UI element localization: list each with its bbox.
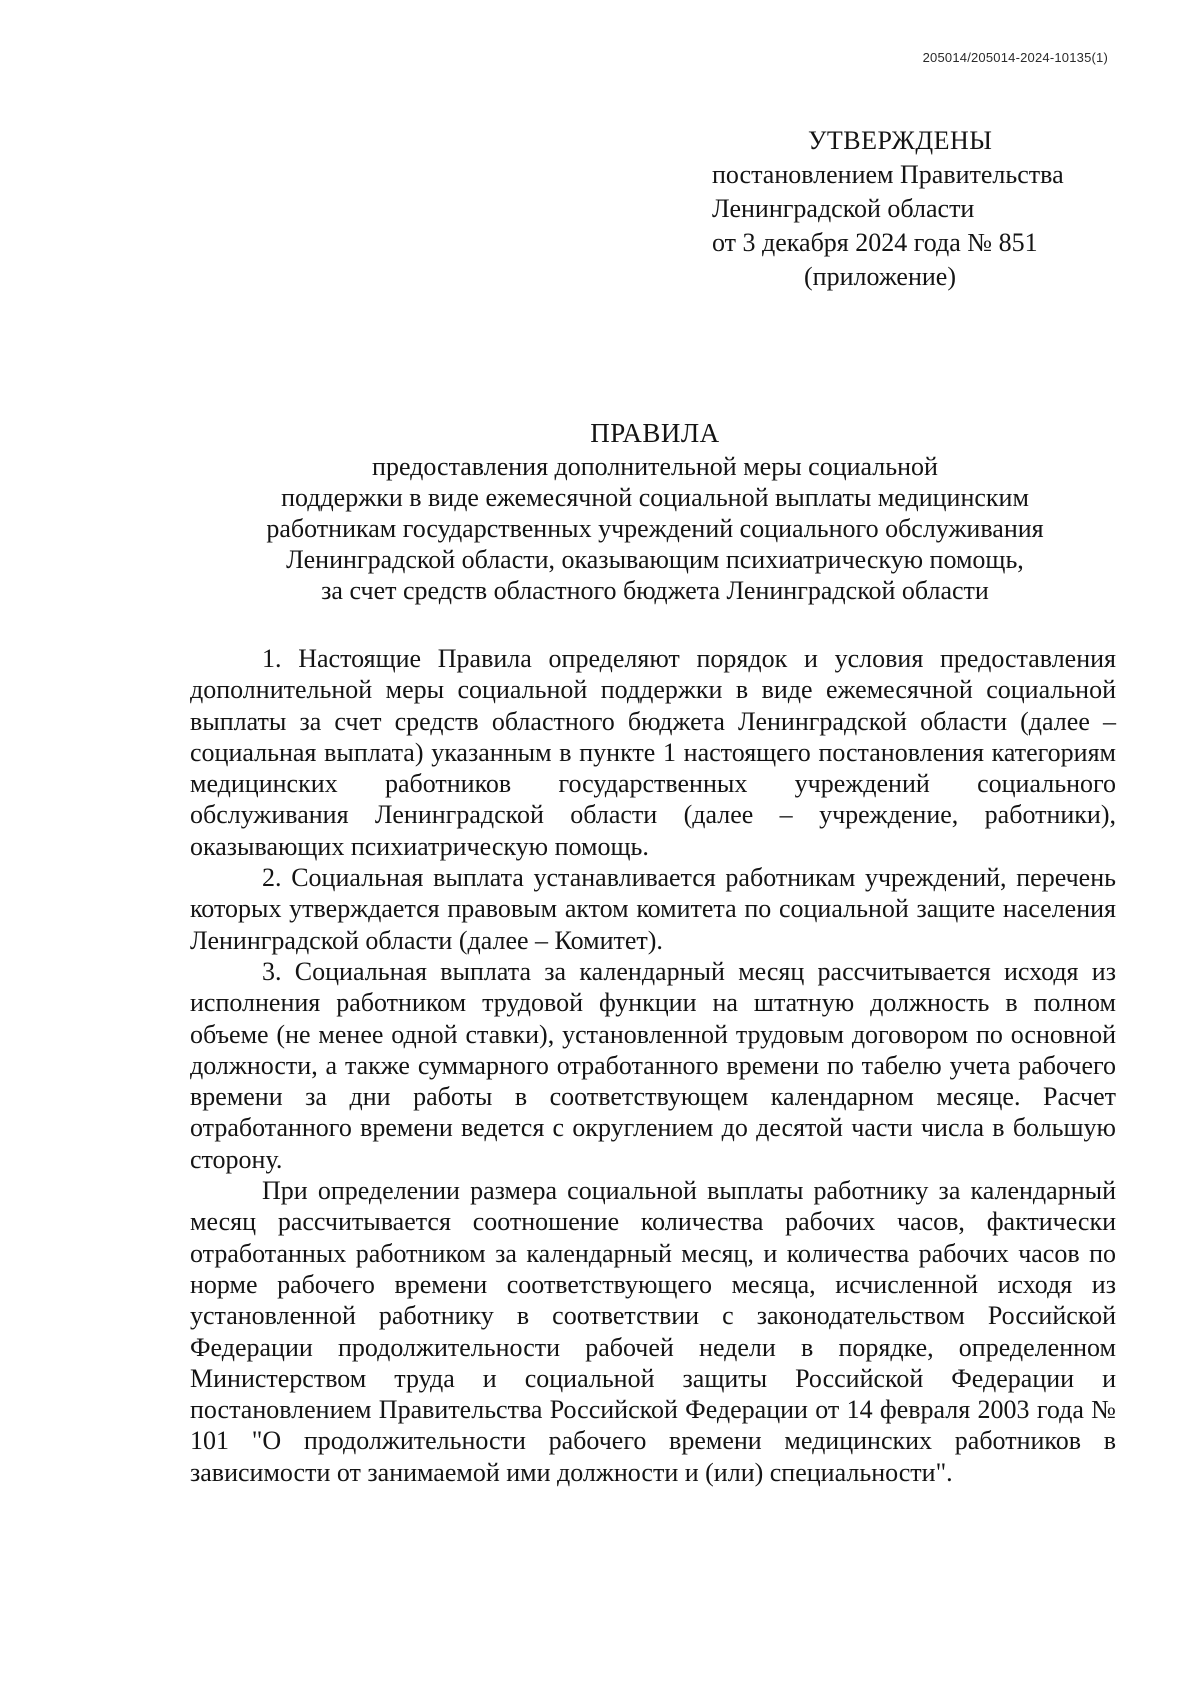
- rules-subtitle-line: предоставления дополнительной меры социальной: [372, 452, 938, 481]
- rule-paragraph-1: 1. Настоящие Правила определяют порядок и условия предоставления дополнительной меры социальной поддержки в виде ежемесячной социальной выплаты за счет средств областного бюджета Ленинградской области (далее – социальная выплата) указанным в пункте 1 настоящего постановления категориям медицинских работников государственных учреждений социального обслуживания Ленинградской области (далее – учреждение, работники), оказывающих психиатрическую помощь.: [190, 644, 1116, 861]
- rule-paragraph-3: 3. Социальная выплата за календарный месяц рассчитывается исходя из исполнения работником трудовой функции на штатную должность в полном объеме (не менее одной ставки), установленной трудовым договором по основной должности, а также суммарного отработанного времени по табелю учета рабочего времени за дни работы в соответствующем календарном месяце. Расчет отработанного времени ведется с округлением до десятой части числа в большую сторону.: [190, 956, 1116, 1174]
- rules-body: [190, 643, 1116, 1488]
- approval-line-1: постановлением Правительства: [712, 160, 1064, 189]
- rules-subtitle-line: работникам государственных учреждений социального обслуживания: [266, 514, 1044, 543]
- approved-heading: УТВЕРЖДЕНЫ: [808, 126, 993, 155]
- approval-stamp-block: [712, 124, 1132, 294]
- rules-subtitle-line: Ленинградской области, оказывающим психиатрическую помощь,: [286, 545, 1024, 574]
- approval-line-2: Ленинградской области: [712, 194, 975, 223]
- rule-paragraph-3-continuation: При определении размера социальной выплаты работнику за календарный месяц рассчитывается соотношение количества рабочих часов, фактически отработанных работником за календарный месяц, и количества рабочих часов по норме рабочего времени соответствующего месяца, исчисленной исходя из установленной работнику в соответствии с законодательством Российской Федерации продолжительности рабочей недели в порядке, определенном Министерством труда и социальной защиты Российской Федерации и постановлением Правительства Российской Федерации от 14 февраля 2003 года № 101 "О продолжительности рабочего времени медицинских работников в зависимости от занимаемой ими должности и (или) специальности".: [190, 1176, 1116, 1487]
- rules-subtitle-line: за счет средств областного бюджета Ленинградской области: [321, 576, 989, 605]
- approval-line-3: от 3 декабря 2024 года № 851: [712, 228, 1038, 257]
- rules-title-block: [190, 418, 1120, 606]
- document-registration-number: 205014/205014-2024-10135(1): [922, 50, 1108, 65]
- rules-title: ПРАВИЛА: [590, 418, 720, 448]
- rules-subtitle-line: поддержки в виде ежемесячной социальной выплаты медицинским: [281, 483, 1029, 512]
- rule-paragraph-2: 2. Социальная выплата устанавливается работникам учреждений, перечень которых утверждается правовым актом комитета по социальной защите населения Ленинградской области (далее – Комитет).: [190, 863, 1116, 955]
- approval-appendix-note: (приложение): [804, 262, 957, 291]
